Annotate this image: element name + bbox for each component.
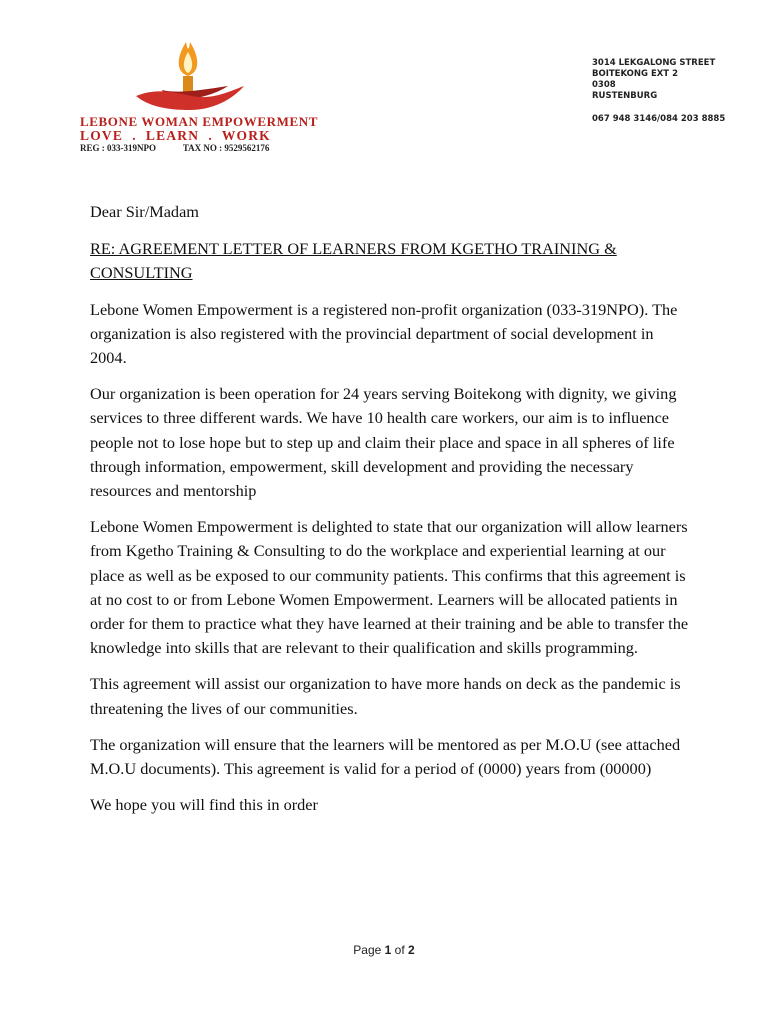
current-page: 1 — [384, 943, 392, 957]
address-street: 3014 LEKGALONG STREET — [592, 58, 716, 68]
address-block — [592, 58, 725, 125]
total-pages: 2 — [408, 943, 415, 957]
page-word: Page — [353, 943, 382, 957]
reg-number: REG : 033-319NPO — [80, 143, 156, 153]
org-name: LEBONE WOMAN EMPOWERMENT — [79, 114, 319, 129]
closing-line: We hope you will find this in order — [90, 795, 318, 815]
paragraph: The organization will ensure that the learners will be mentored as per M.O.U (see attached M.O.U documents). This agreement is valid for a period of (0000) years from (00000) — [90, 734, 681, 779]
flame-hands-icon — [132, 30, 272, 112]
letter-body — [90, 200, 690, 829]
page-number — [0, 943, 768, 957]
motto: LOVE . LEARN . WORK — [80, 128, 271, 143]
registration-line — [80, 143, 269, 153]
address-suburb: BOITEKONG EXT 2 — [592, 69, 678, 79]
address-code: 0308 — [592, 80, 616, 90]
paragraph: Lebone Women Empowerment is a registered non-profit organization (033-319NPO). The organization is also registered with the provincial department of social development in 2004. — [90, 299, 678, 368]
address-town: RUSTENBURG — [592, 91, 658, 101]
tax-number: TAX NO : 9529562176 — [182, 143, 270, 153]
subject-line: RE: AGREEMENT LETTER OF LEARNERS FROM KGETHO TRAINING & CONSULTING — [90, 239, 617, 283]
paragraph: This agreement will assist our organization to have more hands on deck as the pandemic is threatening the lives of our communities. — [90, 674, 681, 718]
of-word: of — [394, 943, 405, 957]
greeting: Dear Sir/Madam — [90, 202, 199, 221]
address-phone: 067 948 3146/084 203 8885 — [592, 114, 726, 124]
paragraph: Our organization is been operation for 24 years serving Boitekong with dignity, we giving services to three different wards. We have 10 health care workers, our aim is to influence people not to lose hope but to step up and claim their place and space in all spheres of life through information, empowerment, skill development and providing the necessary resources and mentorship — [90, 384, 677, 501]
paragraph: Lebone Women Empowerment is delighted to state that our organization will allow learners from Kgetho Training & Consulting to do the workplace and experiential learning at our place as well as be exposed to our community patients. This confirms that this agreement is at no cost to or from Lebone Women Empowerment. Learners will be allocated patients in order for them to practice what they have learned at their training and be able to transfer the knowledge into skills that are relevant to their qualification and skills programming. — [90, 517, 689, 658]
letterhead-logo — [54, 30, 354, 160]
